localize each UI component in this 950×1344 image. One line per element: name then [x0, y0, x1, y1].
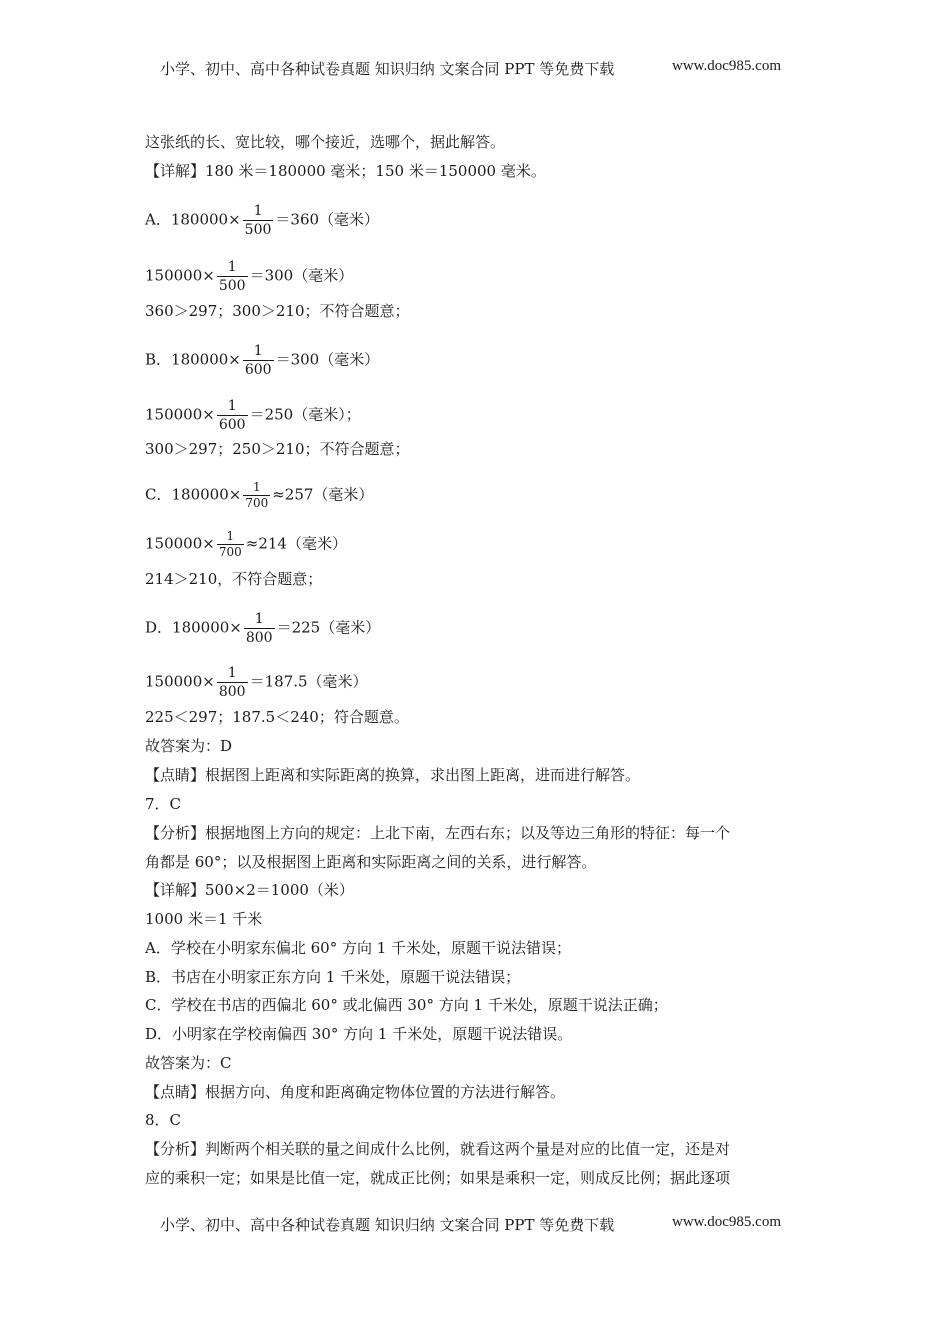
denominator: 700 — [218, 545, 242, 559]
numerator: 1 — [253, 203, 263, 219]
text-line: 1000 米＝1 千米 — [145, 910, 263, 928]
eq-result: ＝187.5（毫米） — [249, 672, 368, 691]
text-line: 300＞297；250＞210；不符合题意； — [145, 440, 410, 458]
text-line: 360＞297；300＞210；不符合题意； — [145, 302, 410, 320]
equation-d2 — [145, 664, 368, 701]
numerator: 1 — [253, 343, 263, 359]
numerator: 1 — [227, 398, 237, 414]
fraction — [243, 202, 274, 239]
question-number: 7．C — [145, 795, 182, 813]
eq-prefix: D．180000× — [145, 618, 242, 637]
page-footer — [160, 1214, 800, 1235]
fraction — [217, 529, 244, 560]
text-line: 这张纸的长、宽比较，哪个接近，选哪个，据此解答。 — [145, 133, 506, 151]
question-number: 8．C — [145, 1111, 182, 1129]
denominator: 800 — [218, 684, 246, 700]
fraction — [243, 480, 270, 511]
answer-line: 故答案为：C — [145, 1054, 232, 1072]
denominator: 600 — [218, 417, 246, 433]
eq-prefix: 150000× — [145, 405, 215, 424]
analysis-line: 【分析】判断两个相关联的量之间成什么比例，就看这两个量是对应的比值一定，还是对 — [145, 1140, 731, 1158]
equation-b1 — [145, 342, 379, 379]
eq-prefix: A．180000× — [145, 210, 241, 229]
detail-line: 【详解】500×2＝1000（米） — [145, 881, 354, 899]
eq-prefix: 150000× — [145, 266, 215, 285]
footer-url[interactable]: www.doc985.com — [672, 1214, 782, 1230]
analysis-line: 角都是 60°；以及根据图上距离和实际距离之间的关系，进行解答。 — [145, 853, 597, 871]
option-d: D．小明家在学校南偏西 30° 方向 1 千米处，原题干说法错误。 — [145, 1025, 573, 1043]
equation-c2 — [145, 529, 347, 560]
option-b: B．书店在小明家正东方向 1 千米处，原题干说法错误； — [145, 968, 521, 986]
text-line: 214＞210，不符合题意； — [145, 570, 323, 588]
eq-result: ≈214（毫米） — [245, 534, 347, 553]
equation-a1 — [145, 202, 379, 239]
numerator: 1 — [227, 665, 237, 681]
text-line: 225＜297；187.5＜240；符合题意。 — [145, 708, 409, 726]
eq-result: ≈257（毫米） — [272, 485, 374, 504]
denominator: 500 — [244, 222, 272, 238]
summary-line: 【点睛】根据图上距离和实际距离的换算，求出图上距离，进而进行解答。 — [145, 766, 641, 784]
eq-prefix: C．180000× — [145, 485, 242, 504]
header-url[interactable]: www.doc985.com — [672, 58, 782, 74]
footer-text: 小学、初中、高中各种试卷真题 知识归纳 文案合同 PPT 等免费下载 — [160, 1216, 615, 1234]
page-header — [160, 58, 800, 79]
eq-prefix: 150000× — [145, 534, 215, 553]
answer-line: 故答案为：D — [145, 737, 233, 755]
eq-prefix: 150000× — [145, 672, 215, 691]
denominator: 600 — [244, 362, 272, 378]
denominator: 700 — [245, 496, 269, 510]
fraction — [244, 610, 275, 647]
fraction — [243, 342, 274, 379]
text-line: 【详解】180 米＝180000 毫米；150 米＝150000 毫米。 — [145, 162, 546, 180]
equation-b2 — [145, 397, 361, 434]
analysis-line: 【分析】根据地图上方向的规定：上北下南，左西右东；以及等边三角形的特征：每一个 — [145, 824, 731, 842]
equation-a2 — [145, 258, 353, 295]
eq-result: ＝225（毫米） — [276, 618, 381, 637]
numerator: 1 — [254, 611, 264, 627]
eq-result: ＝250（毫米）； — [249, 405, 361, 424]
option-a: A．学校在小明家东偏北 60° 方向 1 千米处，原题干说法错误； — [145, 939, 572, 957]
denominator: 800 — [245, 630, 273, 646]
numerator: 1 — [252, 480, 261, 494]
eq-result: ＝360（毫米） — [275, 210, 380, 229]
option-c: C．学校在书店的西偏北 60° 或北偏西 30° 方向 1 千米处，原题干说法正确； — [145, 996, 668, 1014]
equation-d1 — [145, 610, 380, 647]
fraction — [217, 258, 248, 295]
eq-result: ＝300（毫米） — [249, 266, 354, 285]
eq-prefix: B．180000× — [145, 350, 241, 369]
eq-result: ＝300（毫米） — [275, 350, 380, 369]
numerator: 1 — [227, 259, 237, 275]
fraction — [217, 664, 248, 701]
summary-line: 【点睛】根据方向、角度和距离确定物体位置的方法进行解答。 — [145, 1083, 566, 1101]
header-text: 小学、初中、高中各种试卷真题 知识归纳 文案合同 PPT 等免费下载 — [160, 60, 615, 78]
fraction — [217, 397, 248, 434]
denominator: 500 — [218, 278, 246, 294]
numerator: 1 — [226, 529, 235, 543]
analysis-line: 应的乘积一定；如果是比值一定，就成正比例；如果是乘积一定，则成反比例；据此逐项 — [145, 1169, 731, 1187]
equation-c1 — [145, 480, 373, 511]
